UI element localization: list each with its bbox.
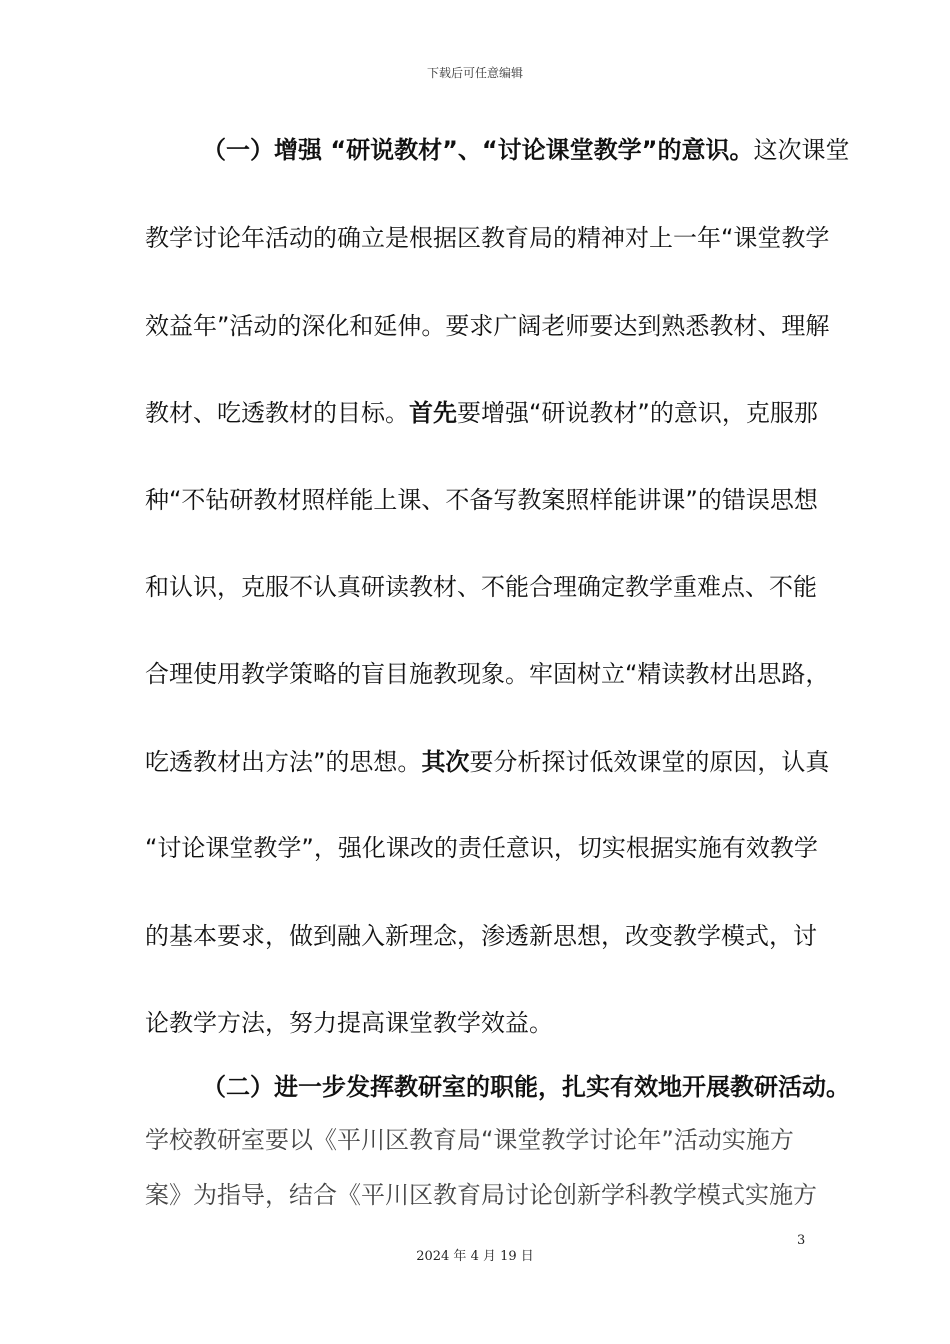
paragraph-line-14: 案》为指导，结合《平川区教育局讨论创新学科教学模式实施方 bbox=[145, 1181, 817, 1209]
page-header: 下载后可任意编辑 bbox=[426, 66, 523, 80]
paragraph-line-6: 和认识，克服不认真研读教材、不能合理确定教学重难点、不能 bbox=[145, 573, 817, 601]
bold-keyword-first: 首先 bbox=[409, 399, 457, 427]
paragraph-line-9: “讨论课堂教学”，强化课改的责任意识，切实根据实施有效教学 bbox=[145, 834, 818, 862]
paragraph-line-11: 论教学方法，努力提高课堂教学效益。 bbox=[145, 1009, 553, 1037]
paragraph-line-2: 教学讨论年活动的确立是根据区教育局的精神对上一年“课堂教学 bbox=[145, 224, 830, 252]
line-text: 吃透教材出方法”的思想。 bbox=[145, 748, 422, 776]
paragraph-line-10: 的基本要求，做到融入新理念，渗透新思想，改变教学模式，讨 bbox=[145, 922, 817, 950]
section-heading-1: （一）增强 “研说教材”、“讨论课堂教学”的意识。 bbox=[202, 136, 754, 164]
line-text: 要分析探讨低效课堂的原因，认真 bbox=[469, 748, 830, 776]
line-text: 这次课堂 bbox=[753, 136, 850, 164]
line-text: 教材、吃透教材的目标。 bbox=[145, 399, 409, 427]
page-number: 3 bbox=[797, 1233, 806, 1248]
line-text: 要增强“研说教材”的意识，克服那 bbox=[457, 399, 818, 427]
paragraph-line-4 bbox=[145, 397, 818, 429]
paragraph-line-8 bbox=[145, 746, 830, 778]
paragraph-line-7: 合理使用教学策略的盲目施教现象。牢固树立“精读教材出思路， bbox=[145, 660, 830, 688]
bold-keyword-second: 其次 bbox=[421, 748, 470, 776]
page-footer-date: 2024 年 4 月 19 日 bbox=[416, 1249, 534, 1264]
paragraph-line-5: 种“不钻研教材照样能上课、不备写教案照样能讲课”的错误思想 bbox=[145, 486, 818, 514]
paragraph-line-3: 效益年”活动的深化和延伸。要求广阔老师要达到熟悉教材、理解 bbox=[145, 312, 830, 340]
paragraph-line-1 bbox=[202, 134, 872, 166]
section-heading-2: （二）进一步发挥教研室的职能，扎实有效地开展教研活动。 bbox=[202, 1073, 850, 1101]
paragraph-line-13: 学校教研室要以《平川区教育局“课堂教学讨论年”活动实施方 bbox=[145, 1126, 794, 1154]
